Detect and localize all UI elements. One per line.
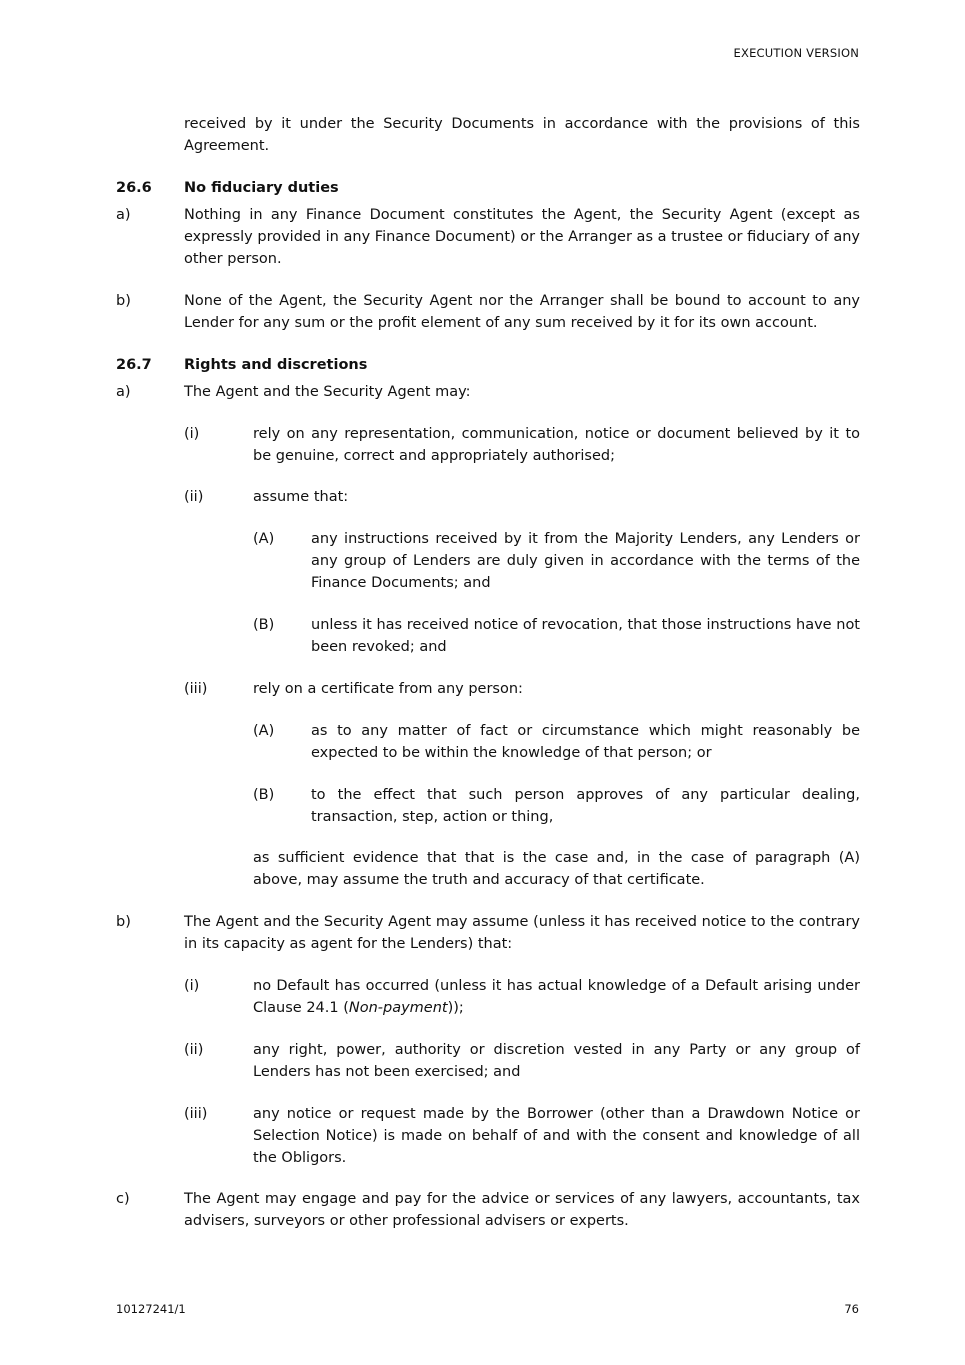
paragraph-26-7-b-i [253,975,860,1019]
paragraph-26-7-a: The Agent and the Security Agent may: [184,384,471,400]
list-label: (i) [184,426,200,442]
list-label: b) [116,914,131,930]
paragraph-26-6-b: None of the Agent, the Security Agent nor the Arranger shall be bound to account to any Lender for any sum or the profit element of any sum received by it for its own account. [184,293,860,332]
list-label: (ii) [184,1042,204,1058]
list-label: a) [116,384,131,400]
paragraph-26-7-a-i: rely on any representation, communication, notice or document believed by it to be genuine, correct and appropriately authorised; [253,426,860,465]
text-run: )); [447,1000,464,1017]
list-label: (B) [253,617,275,633]
page-number: 76 [844,1302,859,1316]
clause-number-26-6: 26.6 [116,180,152,196]
paragraph-26-7-b-ii: any right, power, authority or discretion vested in any Party or any group of Lenders has not been exercised; and [253,1042,860,1081]
clause-title-26-7: Rights and discretions [184,357,368,373]
list-label: (i) [184,978,200,994]
paragraph-26-7-a-iii: rely on a certificate from any person: [253,681,523,697]
list-label: (ii) [184,489,204,505]
list-label: (iii) [184,1106,208,1122]
footer-doc-ref: 10127241/1 [116,1302,186,1316]
list-label: a) [116,207,131,223]
list-label: b) [116,293,131,309]
paragraph-26-6-a: Nothing in any Finance Document constitutes the Agent, the Security Agent (except as expressly provided in any Finance Document) or the Arranger as a trustee or fiduciary of any other person. [184,207,860,268]
clause-title-26-6: No fiduciary duties [184,180,339,196]
paragraph-26-7-a-tail: as sufficient evidence that that is the case and, in the case of paragraph (A) above, may assume the truth and accuracy of that certificate. [253,850,860,889]
paragraph-26-7-b-iii: any notice or request made by the Borrower (other than a Drawdown Notice or Selection Notice) is made on behalf of and with the consent and knowledge of all the Obligors. [253,1106,860,1167]
paragraph-26-7-c: The Agent may engage and pay for the advice or services of any lawyers, accountants, tax advisers, surveyors or other professional advisers or experts. [184,1191,860,1230]
paragraph-26-7-b: The Agent and the Security Agent may assume (unless it has received notice to the contrary in its capacity as agent for the Lenders) that: [184,914,860,953]
paragraph-26-7-a-ii-B: unless it has received notice of revocation, that those instructions have not been revoked; and [311,617,860,656]
list-label: (A) [253,723,275,739]
clause-number-26-7: 26.7 [116,357,152,373]
list-label: (B) [253,787,275,803]
header-version: EXECUTION VERSION [733,46,859,60]
paragraph-26-7-a-ii-A: any instructions received by it from the Majority Lenders, any Lenders or any group of Lenders are duly given in accordance with the terms of the Finance Documents; and [311,531,860,592]
list-label: (iii) [184,681,208,697]
paragraph-26-7-a-iii-A: as to any matter of fact or circumstance which might reasonably be expected to be within the knowledge of that person; or [311,723,860,762]
italic-term: Non-payment [348,1000,448,1017]
list-label: c) [116,1191,130,1207]
paragraph-26-7-a-iii-B: to the effect that such person approves of any particular dealing, transaction, step, action or thing, [311,787,860,826]
continuation-paragraph: received by it under the Security Documents in accordance with the provisions of this Agreement. [184,116,860,155]
paragraph-26-7-a-ii: assume that: [253,489,349,505]
list-label: (A) [253,531,275,547]
text-run: no Default has occurred (unless it has actual knowledge of a Default arising under Clause 24.1 ( [253,978,860,1017]
